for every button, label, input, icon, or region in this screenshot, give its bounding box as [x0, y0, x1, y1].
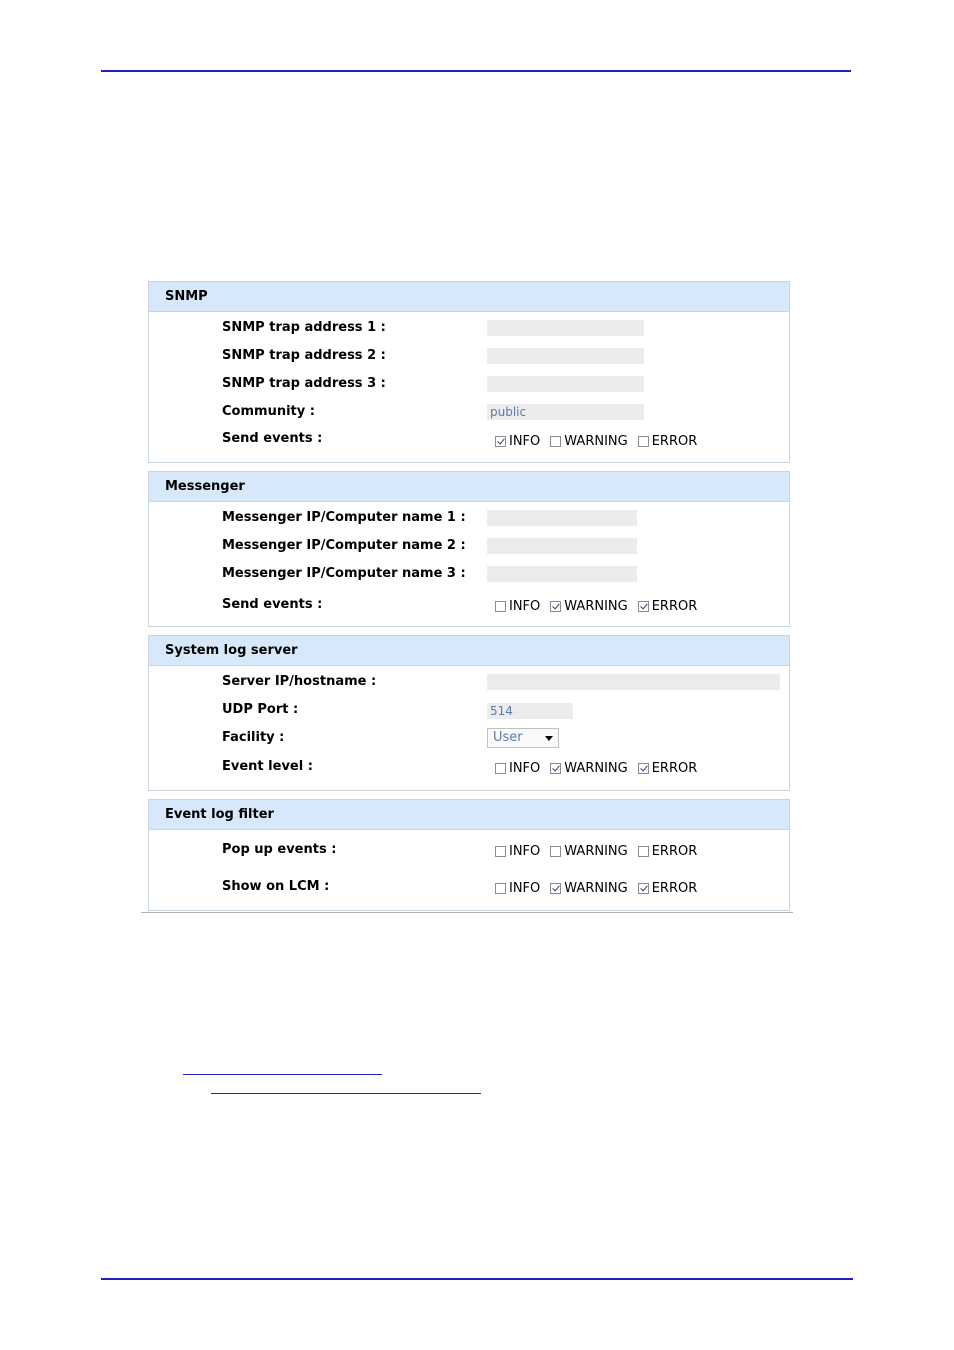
snmp-error-checkbox[interactable]	[638, 436, 649, 447]
show-on-lcm-label: Show on LCM :	[222, 879, 330, 894]
error-label: ERROR	[651, 881, 698, 896]
snmp-info-checkbox[interactable]	[495, 436, 506, 447]
server-ip-input[interactable]	[487, 674, 780, 690]
warning-label: WARNING	[564, 761, 628, 776]
messenger-ip1-input[interactable]	[487, 510, 637, 526]
info-label: INFO	[509, 434, 541, 449]
section-title: Event log filter	[149, 800, 789, 830]
info-label: INFO	[509, 881, 541, 896]
lcm-warning-checkbox[interactable]	[550, 883, 561, 894]
messenger-error-checkbox[interactable]	[638, 601, 649, 612]
show-on-lcm-checks	[495, 881, 707, 896]
syslog-level-checks	[495, 761, 707, 776]
header-rule	[101, 70, 851, 72]
snmp-trap2-input[interactable]	[487, 348, 644, 364]
snmp-trap2-label: SNMP trap address 2 :	[222, 348, 386, 363]
error-label: ERROR	[651, 599, 698, 614]
error-label: ERROR	[651, 434, 698, 449]
messenger-section	[148, 471, 790, 627]
lcm-info-checkbox[interactable]	[495, 883, 506, 894]
messenger-ip3-input[interactable]	[487, 566, 637, 582]
section-title: Messenger	[149, 472, 789, 502]
chevron-down-icon	[545, 736, 553, 741]
community-label: Community :	[222, 404, 315, 419]
snmp-trap3-input[interactable]	[487, 376, 644, 392]
event-log-filter-section	[148, 799, 790, 911]
messenger-send-events-label: Send events :	[222, 597, 323, 612]
info-label: INFO	[509, 761, 541, 776]
event-notification-panel	[148, 281, 790, 911]
link-underline[interactable]	[183, 1074, 382, 1075]
messenger-ip1-label: Messenger IP/Computer name 1 :	[222, 510, 466, 525]
snmp-trap3-label: SNMP trap address 3 :	[222, 376, 386, 391]
syslog-error-checkbox[interactable]	[638, 763, 649, 774]
event-level-label: Event level :	[222, 759, 313, 774]
error-label: ERROR	[651, 844, 698, 859]
snmp-trap1-input[interactable]	[487, 320, 644, 336]
syslog-info-checkbox[interactable]	[495, 763, 506, 774]
info-label: INFO	[509, 599, 541, 614]
syslog-section	[148, 635, 790, 791]
messenger-info-checkbox[interactable]	[495, 601, 506, 612]
snmp-send-events-checks	[495, 434, 707, 449]
footer-rule	[101, 1278, 853, 1280]
snmp-send-events-label: Send events :	[222, 431, 323, 446]
udp-port-input[interactable]: 514	[487, 703, 573, 719]
warning-label: WARNING	[564, 434, 628, 449]
warning-label: WARNING	[564, 599, 628, 614]
messenger-ip2-label: Messenger IP/Computer name 2 :	[222, 538, 466, 553]
facility-value: User	[493, 730, 523, 745]
popup-events-label: Pop up events :	[222, 842, 337, 857]
section-title: System log server	[149, 636, 789, 666]
info-label: INFO	[509, 844, 541, 859]
messenger-ip2-input[interactable]	[487, 538, 637, 554]
udp-port-label: UDP Port :	[222, 702, 299, 717]
facility-label: Facility :	[222, 730, 285, 745]
link-underline[interactable]	[211, 1093, 481, 1094]
server-ip-label: Server IP/hostname :	[222, 674, 377, 689]
popup-error-checkbox[interactable]	[638, 846, 649, 857]
section-title: SNMP	[149, 282, 789, 312]
snmp-section	[148, 281, 790, 463]
syslog-warning-checkbox[interactable]	[550, 763, 561, 774]
messenger-send-events-checks	[495, 599, 707, 614]
messenger-warning-checkbox[interactable]	[550, 601, 561, 612]
lcm-error-checkbox[interactable]	[638, 883, 649, 894]
popup-events-checks	[495, 844, 707, 859]
panel-bottom-rule	[141, 912, 793, 913]
warning-label: WARNING	[564, 844, 628, 859]
messenger-ip3-label: Messenger IP/Computer name 3 :	[222, 566, 466, 581]
error-label: ERROR	[651, 761, 698, 776]
warning-label: WARNING	[564, 881, 628, 896]
popup-warning-checkbox[interactable]	[550, 846, 561, 857]
snmp-warning-checkbox[interactable]	[550, 436, 561, 447]
facility-select[interactable]	[487, 728, 559, 748]
popup-info-checkbox[interactable]	[495, 846, 506, 857]
community-input[interactable]: public	[487, 404, 644, 420]
snmp-trap1-label: SNMP trap address 1 :	[222, 320, 386, 335]
